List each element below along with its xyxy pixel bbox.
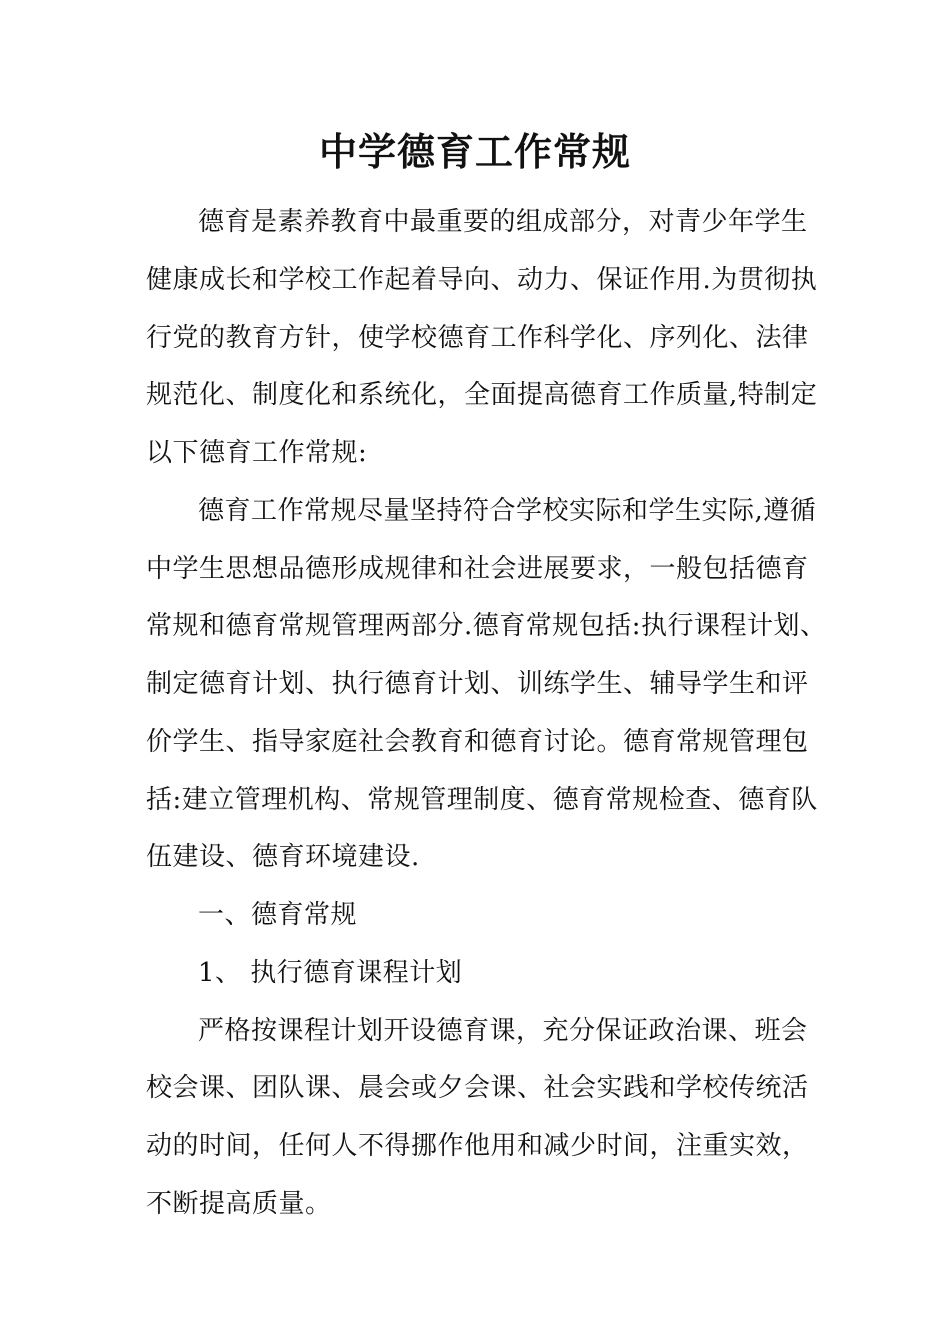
paragraph-line: 价学生、指导家庭社会教育和德育讨论。德育常规管理包 (146, 727, 809, 757)
page-title: 中学德育工作常规 (318, 129, 631, 174)
paragraph-line: 括:建立管理机构、常规管理制度、德育常规检查、德育队 (146, 785, 818, 815)
paragraph-line: 伍建设、德育环境建设. (146, 842, 420, 872)
paragraph-line: 严格按课程计划开设德育课，充分保证政治课、班会 (198, 1016, 808, 1046)
paragraph-line: 制定德育计划、执行德育计划、训练学生、辅导学生和评 (146, 669, 809, 699)
paragraph-line: 德育是素养教育中最重要的组成部分，对青少年学生 (198, 207, 808, 237)
paragraph-line: 德育工作常规尽量坚持符合学校实际和学生实际,遵循 (198, 496, 817, 526)
paragraph-line: 动的时间，任何人不得挪作他用和减少时间，注重实效， (146, 1131, 809, 1161)
paragraph-line: 中学生思想品德形成规律和社会进展要求，一般包括德育 (146, 554, 809, 584)
section-heading: 一、德育常规 (198, 900, 358, 930)
subsection-heading: 1、 执行德育课程计划 (198, 958, 463, 988)
paragraph-line: 常规和德育常规管理两部分.德育常规包括:执行课程计划、 (146, 611, 827, 641)
paragraph-line: 校会课、团队课、晨会或夕会课、社会实践和学校传统活 (146, 1073, 809, 1103)
paragraph-line: 不断提高质量。 (146, 1189, 332, 1219)
paragraph-line: 以下德育工作常规: (146, 438, 368, 468)
paragraph-line: 健康成长和学校工作起着导向、动力、保证作用.为贯彻执 (146, 265, 818, 295)
paragraph-line: 行党的教育方针，使学校德育工作科学化、序列化、法律 (146, 323, 809, 353)
paragraph-line: 规范化、制度化和系统化，全面提高德育工作质量,特制定 (146, 380, 818, 410)
